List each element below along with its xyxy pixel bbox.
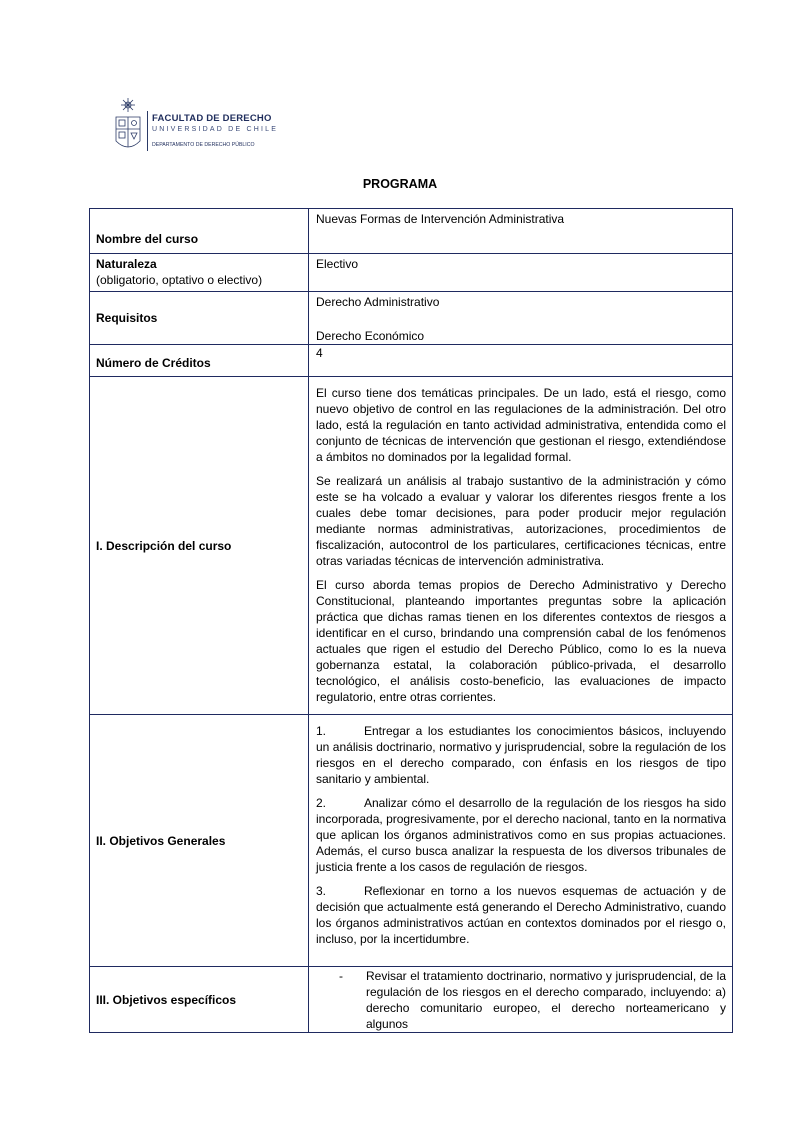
objective-text: Entregar a los estudiantes los conocimientos básicos, incluyendo un análisis doctrinario, normativo y jurisprudencial, sobre la regulación de los riesgos en el derecho comparado, con énfasis en los riesgos de tipo sanitario y ambiental. bbox=[316, 724, 726, 786]
specific-objective-text: Revisar el tratamiento doctrinario, normativo y jurisprudencial, de la regulación de los riesgos en el derecho comparado, incluyendo: a) derecho comunitario europeo, el derecho norteamericano y algunos bbox=[366, 969, 726, 1031]
logo-department-name: DEPARTAMENTO DE DERECHO PÚBLICO bbox=[152, 142, 255, 148]
objective-item bbox=[316, 723, 726, 787]
requirement-item: Derecho Administrativo bbox=[316, 295, 440, 309]
bullet-marker: - bbox=[339, 969, 343, 983]
credits-value: 4 bbox=[309, 345, 733, 377]
table-row-course-name bbox=[90, 209, 733, 254]
specific-objective-item bbox=[316, 968, 726, 1032]
description-value bbox=[309, 377, 733, 715]
requirement-item: Derecho Económico bbox=[316, 329, 425, 343]
general-objectives-value bbox=[309, 715, 733, 967]
requirements-value bbox=[309, 292, 733, 345]
objective-text: Analizar cómo el desarrollo de la regulación de los riesgos ha sido incorporada, progresivamente, por el derecho nacional, tanto en la normativa que aplican los órganos administrativos como en sus propias actuaciones. Además, el curso busca analizar la respuesta de los diversos tribunales de justicia frente a los casos de regulación de riesgos. bbox=[316, 796, 726, 874]
table-row-credits bbox=[90, 345, 733, 377]
logo-university-name: UNIVERSIDAD DE CHILE bbox=[152, 126, 279, 133]
row-label: III. Objetivos específicos bbox=[90, 967, 309, 1033]
table-row-specific-objectives bbox=[90, 967, 733, 1033]
specific-objectives-value bbox=[309, 967, 733, 1033]
objective-number: 3. bbox=[316, 884, 327, 898]
description-paragraph: El curso tiene dos temáticas principales. De un lado, está el riesgo, como nuevo objetivo de control en las regulaciones de la administración. Del otro lado, está la regulación en tanto actividad administrativa, entendida como el conjunto de técnicas de intervención que gestionan el riesgo, extendiéndose a ámbitos no dominados por la legalidad formal. bbox=[316, 386, 726, 464]
program-table bbox=[89, 208, 733, 1033]
table-row-general-objectives bbox=[90, 715, 733, 967]
objective-item bbox=[316, 795, 726, 875]
page-title: PROGRAMA bbox=[362, 177, 438, 191]
row-label: I. Descripción del curso bbox=[90, 377, 309, 715]
objective-number: 2. bbox=[316, 796, 327, 810]
university-crest-icon bbox=[113, 97, 143, 155]
description-paragraph: El curso aborda temas propios de Derecho Administrativo y Derecho Constitucional, planteando importantes preguntas sobre la aplicación práctica que dichas ramas tienen en los diferentes contextos de riesgos a identificar en el curso, brindando una comprensión cabal de los fenómenos actuales que rigen el estudio del Derecho Público, como lo es la nueva gobernanza estatal, la colaboración público-privada, el desarrollo tecnológico, el análisis costo-beneficio, las evaluaciones de impacto regulatorio, entre otras corrientes. bbox=[316, 578, 726, 704]
logo-faculty-name: FACULTAD DE DERECHO bbox=[152, 113, 272, 124]
faculty-logo bbox=[113, 97, 279, 155]
objective-item bbox=[316, 883, 726, 947]
row-label: Número de Créditos bbox=[90, 345, 309, 377]
nature-value: Electivo bbox=[309, 254, 733, 292]
table-row-nature bbox=[90, 254, 733, 292]
objective-text: Reflexionar en torno a los nuevos esquemas de actuación y de decisión que actualmente está generando el Derecho Administrativo, cuando los órganos administrativos actúan en contextos dominados por el riesgo o, incluso, por la incertidumbre. bbox=[316, 884, 726, 946]
row-label: Naturaleza (obligatorio, optativo o electivo) bbox=[90, 254, 309, 292]
description-paragraph: Se realizará un análisis al trabajo sustantivo de la administración y cómo este se ha volcado a evaluar y valorar los diferentes riesgos frente a los cuales debe tomar decisiones, para poder producir mejor regulación mediante normas administrativas, autorizaciones, procedimientos de fiscalización, autocontrol de los particulares, certificaciones técnicas, entre otras variadas técnicas de intervención administrativa. bbox=[316, 474, 726, 568]
row-label: II. Objetivos Generales bbox=[90, 715, 309, 967]
table-row-description bbox=[90, 377, 733, 715]
row-sublabel: (obligatorio, optativo o electivo) bbox=[96, 273, 263, 287]
row-label: Requisitos bbox=[90, 292, 309, 345]
row-label: Nombre del curso bbox=[90, 209, 309, 254]
course-name-value: Nuevas Formas de Intervención Administrativa bbox=[309, 209, 733, 254]
table-row-requirements bbox=[90, 292, 733, 345]
logo-divider bbox=[147, 111, 148, 151]
objective-number: 1. bbox=[316, 724, 327, 738]
